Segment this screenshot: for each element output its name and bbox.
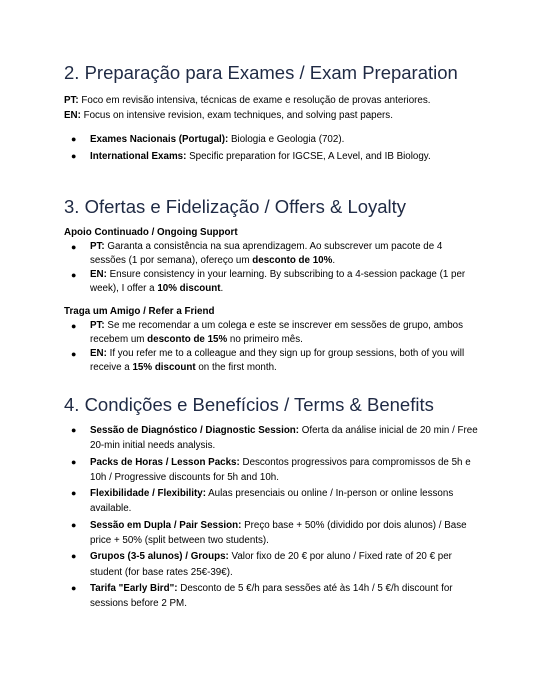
list-item: ● Grupos (3-5 alunos) / Groups: Valor fixo de 20 € por aluno / Fixed rate of 20 € per student (for base rates 25€-39€). [71, 551, 452, 578]
list-item: ● EN: Ensure consistency in your learning. By subscribing to a 4-session package (1 per week), I offer a 10% discount. [71, 269, 466, 294]
bullet-icon: ● [71, 551, 77, 562]
section-2-pt-line: PT: Foco em revisão intensiva, técnicas de exame e resolução de provas anteriores. [64, 95, 431, 106]
list-item: ● Exames Nacionais (Portugal): Biologia e Geologia (702). [64, 131, 480, 148]
exam-list [64, 131, 480, 165]
section-2-title: 2. Preparação para Exames / Exam Preparation [64, 62, 458, 83]
bullet-icon: ● [71, 456, 77, 467]
list-item: ● Sessão em Dupla / Pair Session: Preço base + 50% (dividido por dois alunos) / Base price + 50% (split between two students). [71, 519, 467, 547]
bullet-icon: ● [71, 151, 77, 161]
list-item: ● Sessão de Diagnóstico / Diagnostic Session: Oferta da análise inicial de 20 min / Free 20-min initial needs analysis. [71, 425, 478, 452]
document-page [64, 62, 480, 613]
list-item: ● Tarifa "Early Bird": Desconto de 5 €/h para sessões até às 14h / 5 €/h discount for sessions before 2 PM. [71, 582, 453, 610]
bullet-icon: ● [71, 134, 77, 144]
bullet-icon: ● [71, 270, 77, 280]
refer-friend-heading: Traga um Amigo / Refer a Friend [64, 306, 215, 317]
section-2-en-line: EN: Focus on intensive revision, exam techniques, and solving past papers. [64, 110, 393, 121]
bullet-icon: ● [71, 519, 77, 530]
section-4-title: 4. Condições e Benefícios / Terms & Benefits [64, 394, 434, 415]
list-item: ● PT: Garanta a consistência na sua aprendizagem. Ao subscrever um pacote de 4 sessões (1 por semana), ofereço um desconto de 10%. [71, 241, 443, 266]
bullet-icon: ● [71, 321, 77, 331]
ongoing-support-list [64, 240, 480, 296]
list-item: ● PT: Se me recomendar a um colega e este se inscrever em sessões de grupo, ambos recebem um desconto de 15% no primeiro mês. [71, 320, 464, 345]
terms-list [64, 423, 480, 612]
refer-friend-list [64, 319, 480, 375]
list-item: ● Flexibilidade / Flexibility: Aulas presenciais ou online / In-person or online lessons available. [71, 488, 454, 515]
ongoing-support-heading: Apoio Continuado / Ongoing Support [64, 227, 238, 238]
list-item: ● International Exams: Specific preparation for IGCSE, A Level, and IB Biology. [64, 148, 480, 165]
bullet-icon: ● [71, 242, 77, 252]
bullet-icon: ● [71, 582, 77, 593]
list-item: ● Packs de Horas / Lesson Packs: Descontos progressivos para compromissos de 5h e 10h / Progressive discounts for 5h and 10h. [71, 456, 471, 483]
bullet-icon: ● [71, 488, 77, 499]
bullet-icon: ● [71, 349, 77, 359]
bullet-icon: ● [71, 425, 77, 435]
section-3-title: 3. Ofertas e Fidelização / Offers & Loyalty [64, 196, 407, 217]
list-item: ● EN: If you refer me to a colleague and they sign up for group sessions, both of you will receive a 15% discount on the first month. [71, 348, 465, 373]
